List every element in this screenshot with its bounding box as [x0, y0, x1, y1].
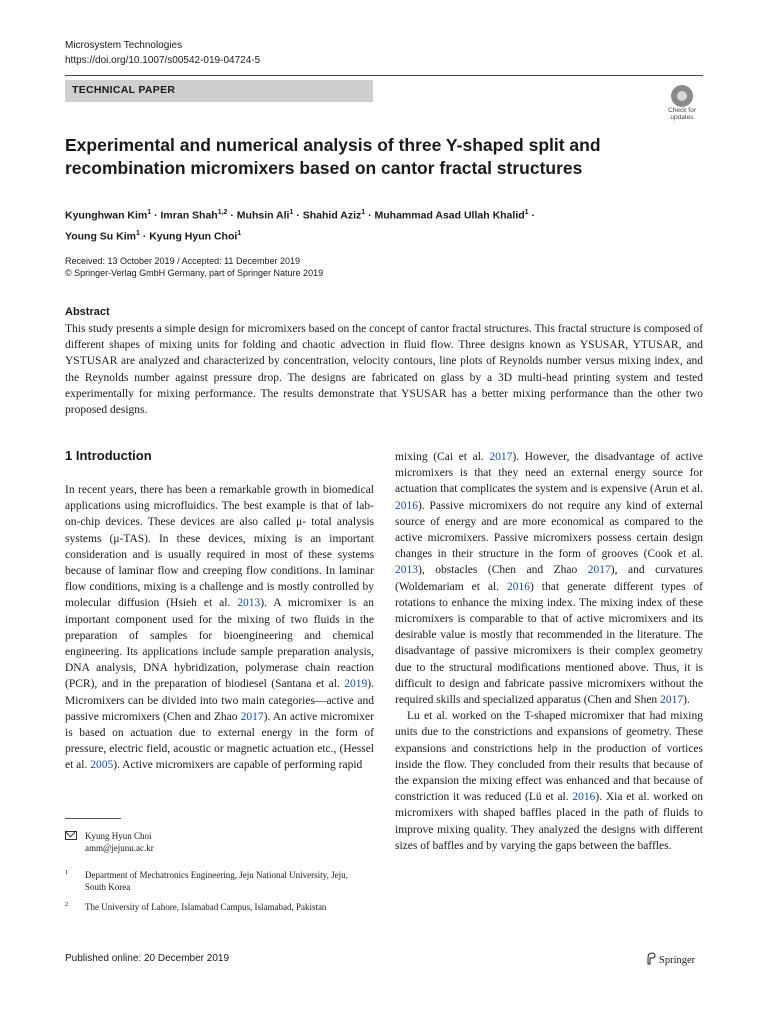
author-affiliation-marker: 1: [237, 229, 242, 237]
author-affiliation-marker: 1: [524, 209, 529, 216]
affiliation-text: The University of Lahore, Islamabad Campus, Islamabad, Pakistan: [85, 902, 327, 912]
header-divider: [65, 75, 703, 76]
author-name[interactable]: Kyunghwan Kim: [65, 209, 148, 222]
author-separator: ·: [139, 230, 150, 242]
author-separator: ·: [528, 209, 535, 222]
introduction-column-left: In recent years, there has been a remarkable growth in biomedical applications using microfluidics. The best example is that of lab-on-chip devices. These devices are also called μ- total analysis systems (μ-TAS). In these devices, mixing is an important consideration and is usually required in most of these systems because of laminar flow and creeping flow conditions. In laminar flow conditions, mixing is a challenge and is mostly controlled by molecular diffusion (Hsieh et al. 2013). A micromixer is an important component used for the mixing of two fluids in the preparation of samples for bioengineering and chemical engineering. Its applications include sample preparation analysis, DNA analysis, DNA hybridization, polymerase chain reaction (PCR), and in the preparation of biodiesel (Santana et al. 2019). Micromixers can be divided into two main categories—active and passive micromixers (Chen and Zhao 2017). An active micromixer is based on actuation due to external energy in the form of pressure, electric field, acoustic or magnetic actuation etc., (Hessel et al. 2005). Active micromixers are capable of performing rapid: [65, 484, 374, 772]
introduction-heading: 1 Introduction: [65, 448, 152, 463]
footnote-divider: [65, 818, 121, 819]
abstract-heading: Abstract: [65, 306, 110, 318]
publisher-logo: [646, 952, 695, 966]
citation-link[interactable]: 2016: [395, 499, 418, 512]
author-name[interactable]: Shahid Aziz: [302, 209, 362, 222]
copyright-notice: © Springer-Verlag GmbH Germany, part of Springer Nature 2019: [65, 268, 324, 278]
affiliation-number: 2: [65, 901, 69, 908]
citation-link[interactable]: 2005: [90, 759, 114, 772]
published-online-date: Published online: 20 December 2019: [65, 953, 229, 964]
check-for-updates-icon: [671, 85, 693, 107]
springer-horse-icon: [646, 952, 656, 965]
author-affiliation-marker: 1: [361, 209, 366, 216]
paper-title: Experimental and numerical analysis of three Y-shaped split and recombination micromixers based on cantor fractal structures: [65, 135, 601, 178]
author-separator: ·: [151, 209, 161, 222]
author-name[interactable]: Imran Shah: [160, 209, 218, 222]
citation-link[interactable]: 2013: [237, 597, 261, 610]
citation-link[interactable]: 2016: [572, 791, 596, 804]
author-affiliation-marker: 1,2: [217, 209, 228, 216]
publisher-name: Springer: [659, 955, 696, 966]
author-affiliation-marker: 1: [147, 209, 152, 216]
author-name[interactable]: Muhammad Asad Ullah Khalid: [374, 209, 525, 222]
author-list: [65, 204, 685, 245]
check-for-updates-badge[interactable]: [662, 83, 702, 123]
abstract-text: This study presents a simple design for micromixers based on the concept of cantor fractal structures. This fractal structure is composed of different shapes of mixing units for folding and chaotic advection in fluid flow. Three designs known as YSUSAR, YTUSAR, and YSTUSAR are analyzed and characterized by concentration, velocity contours, line plots of Reynolds number versus mixing index, and the Reynolds number against pressure drop. The designs are fabricated on glass by a 3D multi-head printing system and tested experimentally for mixing performance. The results demonstrate that YSUSAR has a better mixing performance than the other two proposed designs.: [65, 323, 703, 417]
envelope-icon: [65, 831, 77, 840]
citation-link[interactable]: 2017: [240, 710, 264, 723]
citation-link[interactable]: 2017: [587, 564, 611, 577]
author-separator: ·: [227, 209, 237, 222]
author-affiliation-marker: 1: [289, 209, 294, 216]
citation-link[interactable]: 2013: [395, 564, 418, 577]
article-type-label: TECHNICAL PAPER: [72, 84, 176, 96]
introduction-column-right: [395, 449, 703, 854]
citation-link[interactable]: 2017: [489, 451, 513, 463]
article-dates: [65, 255, 323, 279]
corresponding-author-name: Kyung Hyun Choi: [85, 831, 152, 841]
author-separator: ·: [365, 209, 375, 222]
citation-link[interactable]: 2017: [660, 694, 684, 707]
paragraph: mixing (Cai et al. 2017). However, the disadvantage of active micromixers is that they need an external energy source for actuation that complicates the system and is expensive (Arun et al. 2016). Passive micromixers do not require any kind of external source of energy and are more economical as compared to the active micromixers. Passive micromixers possess certain design changes in their structure in the form of grooves (Cook et al. 2013), obstacles (Chen and Zhao 2017), and curvatures (Woldemariam et al. 2016) that generate different types of rotations to enhance the mixing index. The mixing index of these micromixers is comparable to that of active micromixers and its desirable value is mostly that recommended in the literature. The disadvantage of passive micromixers is their complex geometry due to the structural modifications mentioned above. Thus, it is difficult to design and fabricate passive micromixers without the required skills and specialized apparatus (Chen and Shen 2017).: [395, 451, 704, 707]
author-separator: ·: [293, 209, 303, 222]
author-name[interactable]: Kyung Hyun Choi: [149, 230, 238, 242]
check-for-updates-label: Check for updates: [668, 107, 696, 121]
author-affiliation-marker: 1: [135, 229, 140, 237]
author-name[interactable]: Young Su Kim: [65, 230, 136, 242]
article-type-bar: [65, 80, 373, 102]
author-name[interactable]: Muhsin Ali: [236, 209, 290, 222]
affiliation-number: 1: [65, 869, 69, 876]
doi-link[interactable]: https://doi.org/10.1007/s00542-019-04724-5: [65, 55, 261, 66]
received-accepted-dates: Received: 13 October 2019 / Accepted: 11 December 2019: [65, 256, 300, 266]
citation-link[interactable]: 2016: [507, 580, 531, 593]
citation-link[interactable]: 2019: [344, 678, 368, 691]
corresponding-author-email[interactable]: amm@jejunu.ac.kr: [85, 843, 154, 853]
journal-name: Microsystem Technologies: [65, 40, 183, 51]
affiliation-text: Department of Mechatronics Engineering, Jeju National University, Jeju, South Korea: [85, 870, 348, 892]
paragraph: Lu et al. worked on the T-shaped micromixer that had mixing units due to the constrictions and expansions of geometry. These expansions and constrictions help in the production of vortices inside the flow. They concluded from their results that because of the expansion the mixing effect was enhanced and that because of constriction it was reduced (Lü et al. 2016). Xia et al. worked on micromixers with shaped baffles placed in the path of fluids to improve mixing quality. They analyzed the designs with different sizes of baffles and by varying the gaps between the baffles.: [395, 710, 703, 852]
